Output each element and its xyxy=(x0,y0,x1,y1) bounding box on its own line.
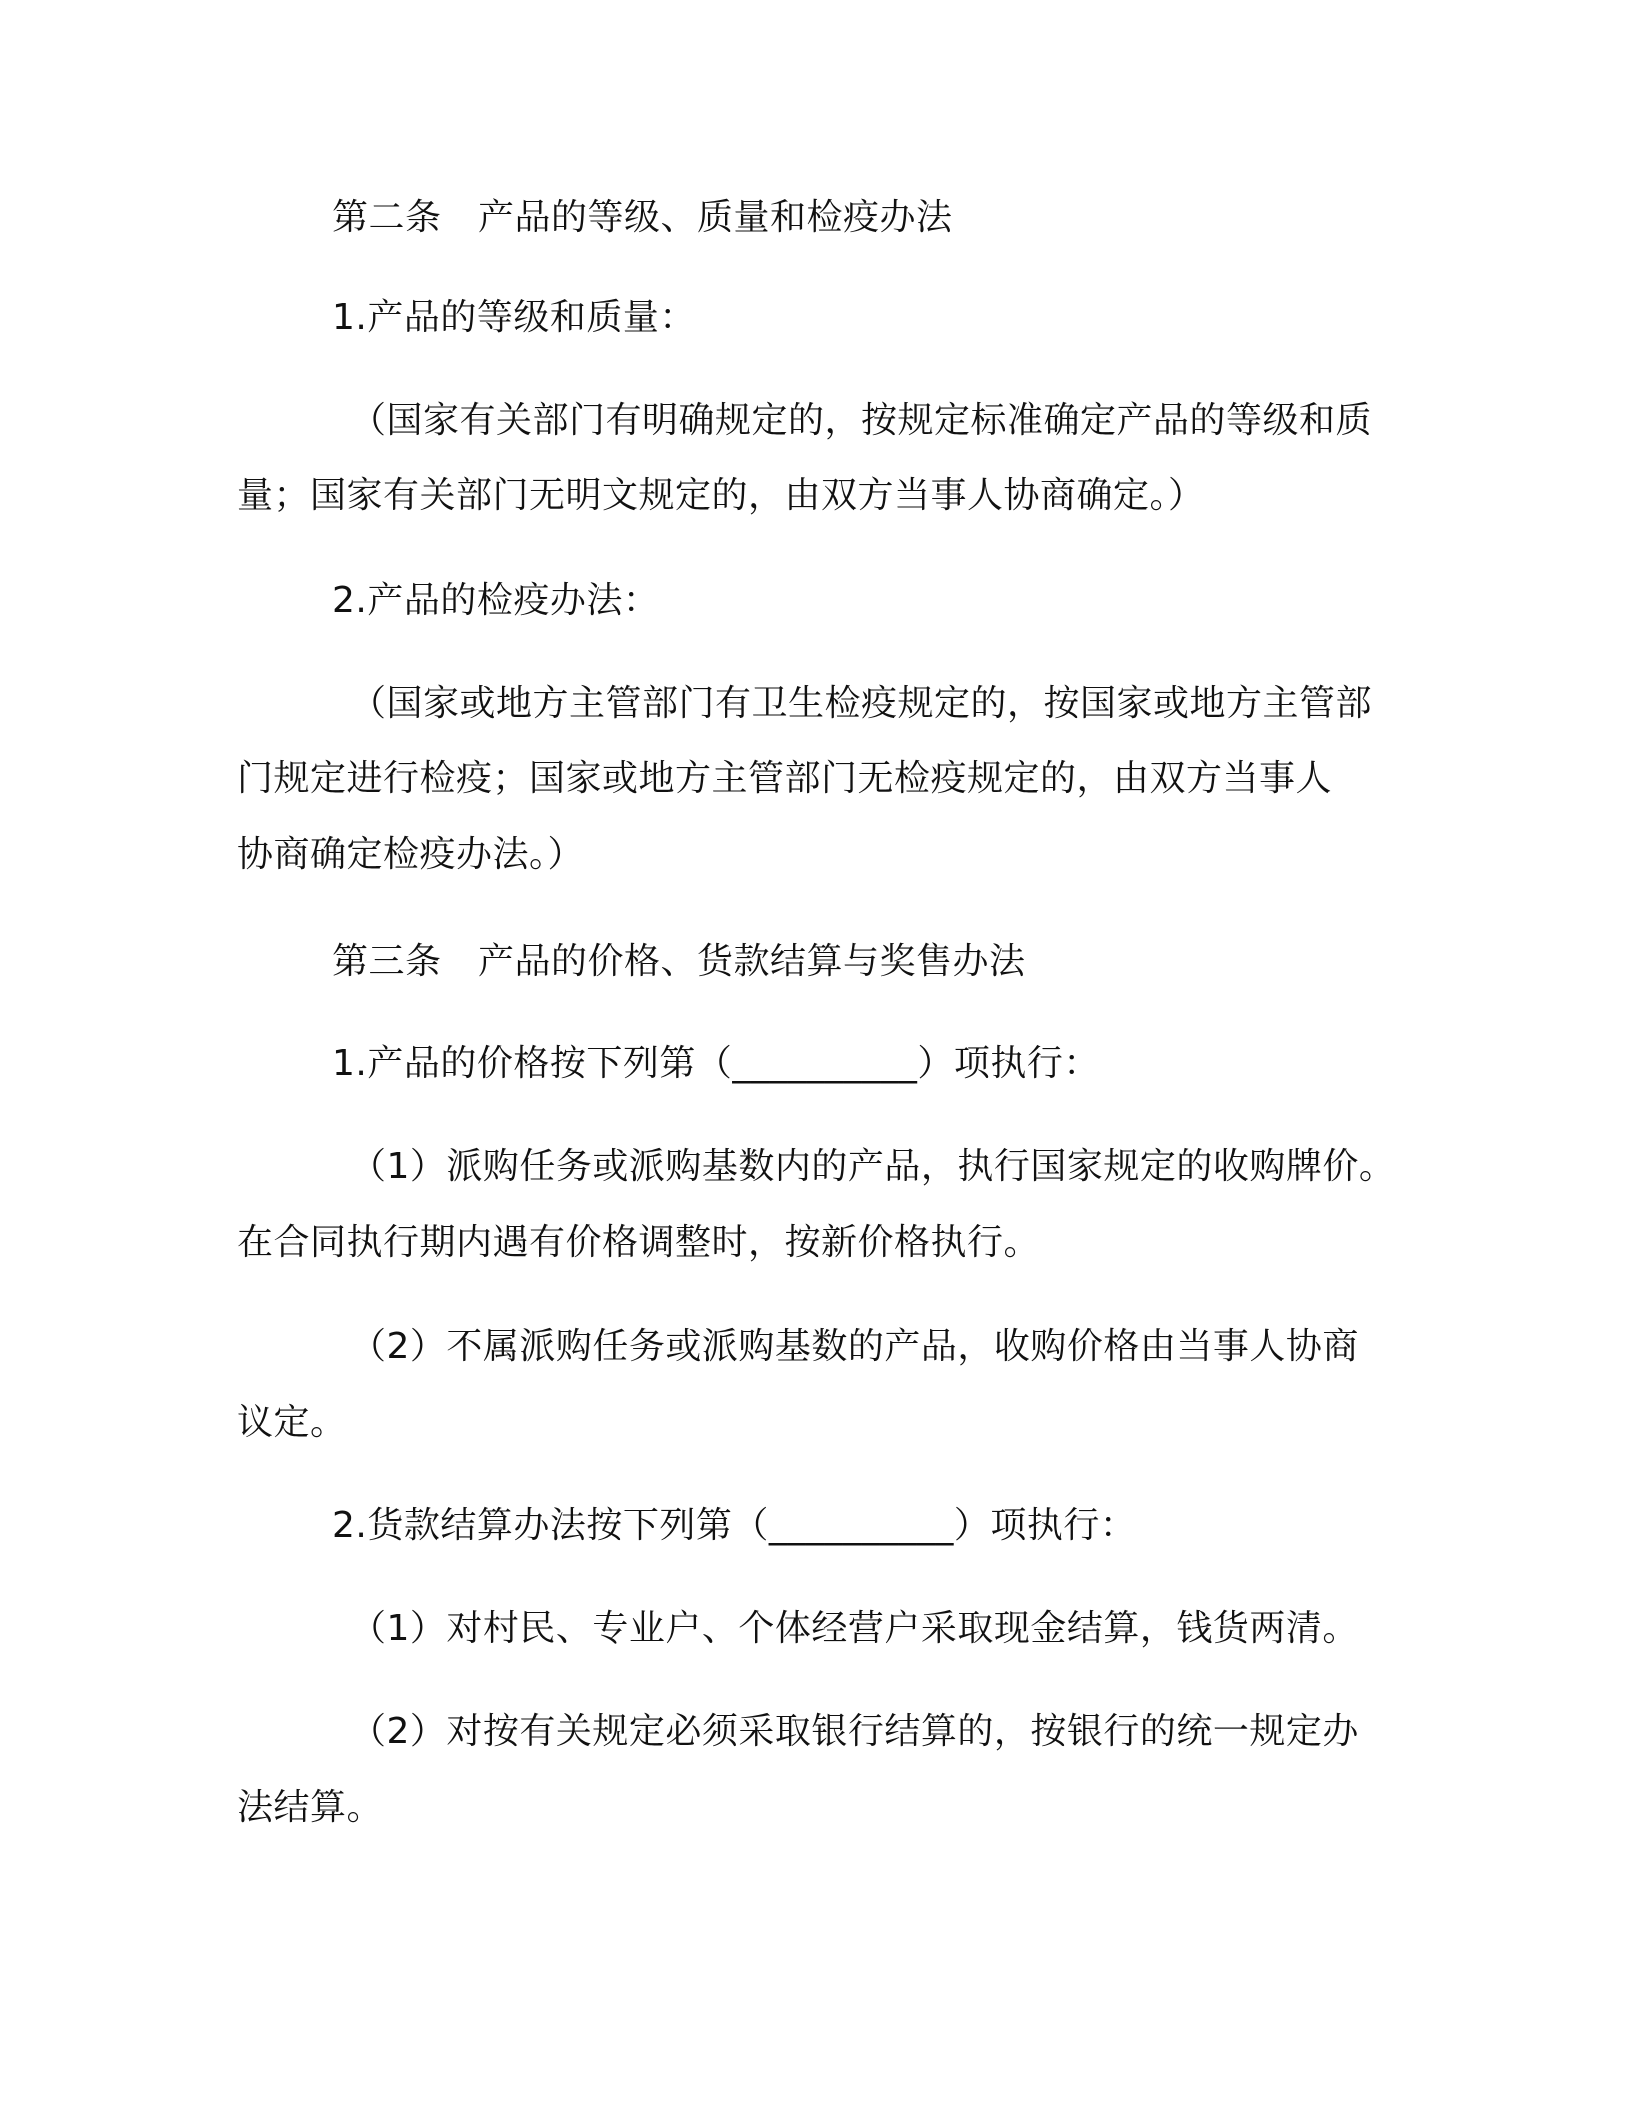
settlement-option-2-line-2: 法结算。 xyxy=(237,1787,384,1828)
price-option-1-line-1: （1）派购任务或派购基数内的产品，执行国家规定的收购牌价。 xyxy=(350,1146,1396,1187)
quarantine-note-line-2: 门规定进行检疫；国家或地方主管部门无检疫规定的，由双方当事人 xyxy=(237,758,1333,799)
article-2-heading: 第二条 产品的等级、质量和检疫办法 xyxy=(332,197,953,238)
price-option-1-line-2: 在合同执行期内遇有价格调整时，按新价格执行。 xyxy=(237,1222,1041,1263)
grade-quality-note-line-1: （国家有关部门有明确规定的，按规定标准确定产品的等级和质 xyxy=(350,400,1373,441)
item-1-price: 1.产品的价格按下列第（__________）项执行： xyxy=(332,1043,1100,1084)
settlement-option-1: （1）对村民、专业户、个体经营户采取现金结算，钱货两清。 xyxy=(350,1608,1359,1649)
price-option-2-line-2: 议定。 xyxy=(237,1402,347,1443)
grade-quality-note-line-2: 量；国家有关部门无明文规定的，由双方当事人协商确定。） xyxy=(237,475,1205,516)
quarantine-note-line-3: 协商确定检疫办法。） xyxy=(237,834,585,875)
article-3-heading: 第三条 产品的价格、货款结算与奖售办法 xyxy=(332,941,1026,982)
item-1-grade-quality: 1.产品的等级和质量： xyxy=(332,297,696,338)
item-2-quarantine: 2.产品的检疫办法： xyxy=(332,580,660,621)
price-option-2-line-1: （2）不属派购任务或派购基数的产品，收购价格由当事人协商 xyxy=(350,1326,1359,1367)
item-2-settlement: 2.货款结算办法按下列第（__________）项执行： xyxy=(332,1505,1137,1546)
settlement-option-2-line-1: （2）对按有关规定必须采取银行结算的，按银行的统一规定办 xyxy=(350,1711,1359,1752)
quarantine-note-line-1: （国家或地方主管部门有卫生检疫规定的，按国家或地方主管部 xyxy=(350,683,1373,724)
